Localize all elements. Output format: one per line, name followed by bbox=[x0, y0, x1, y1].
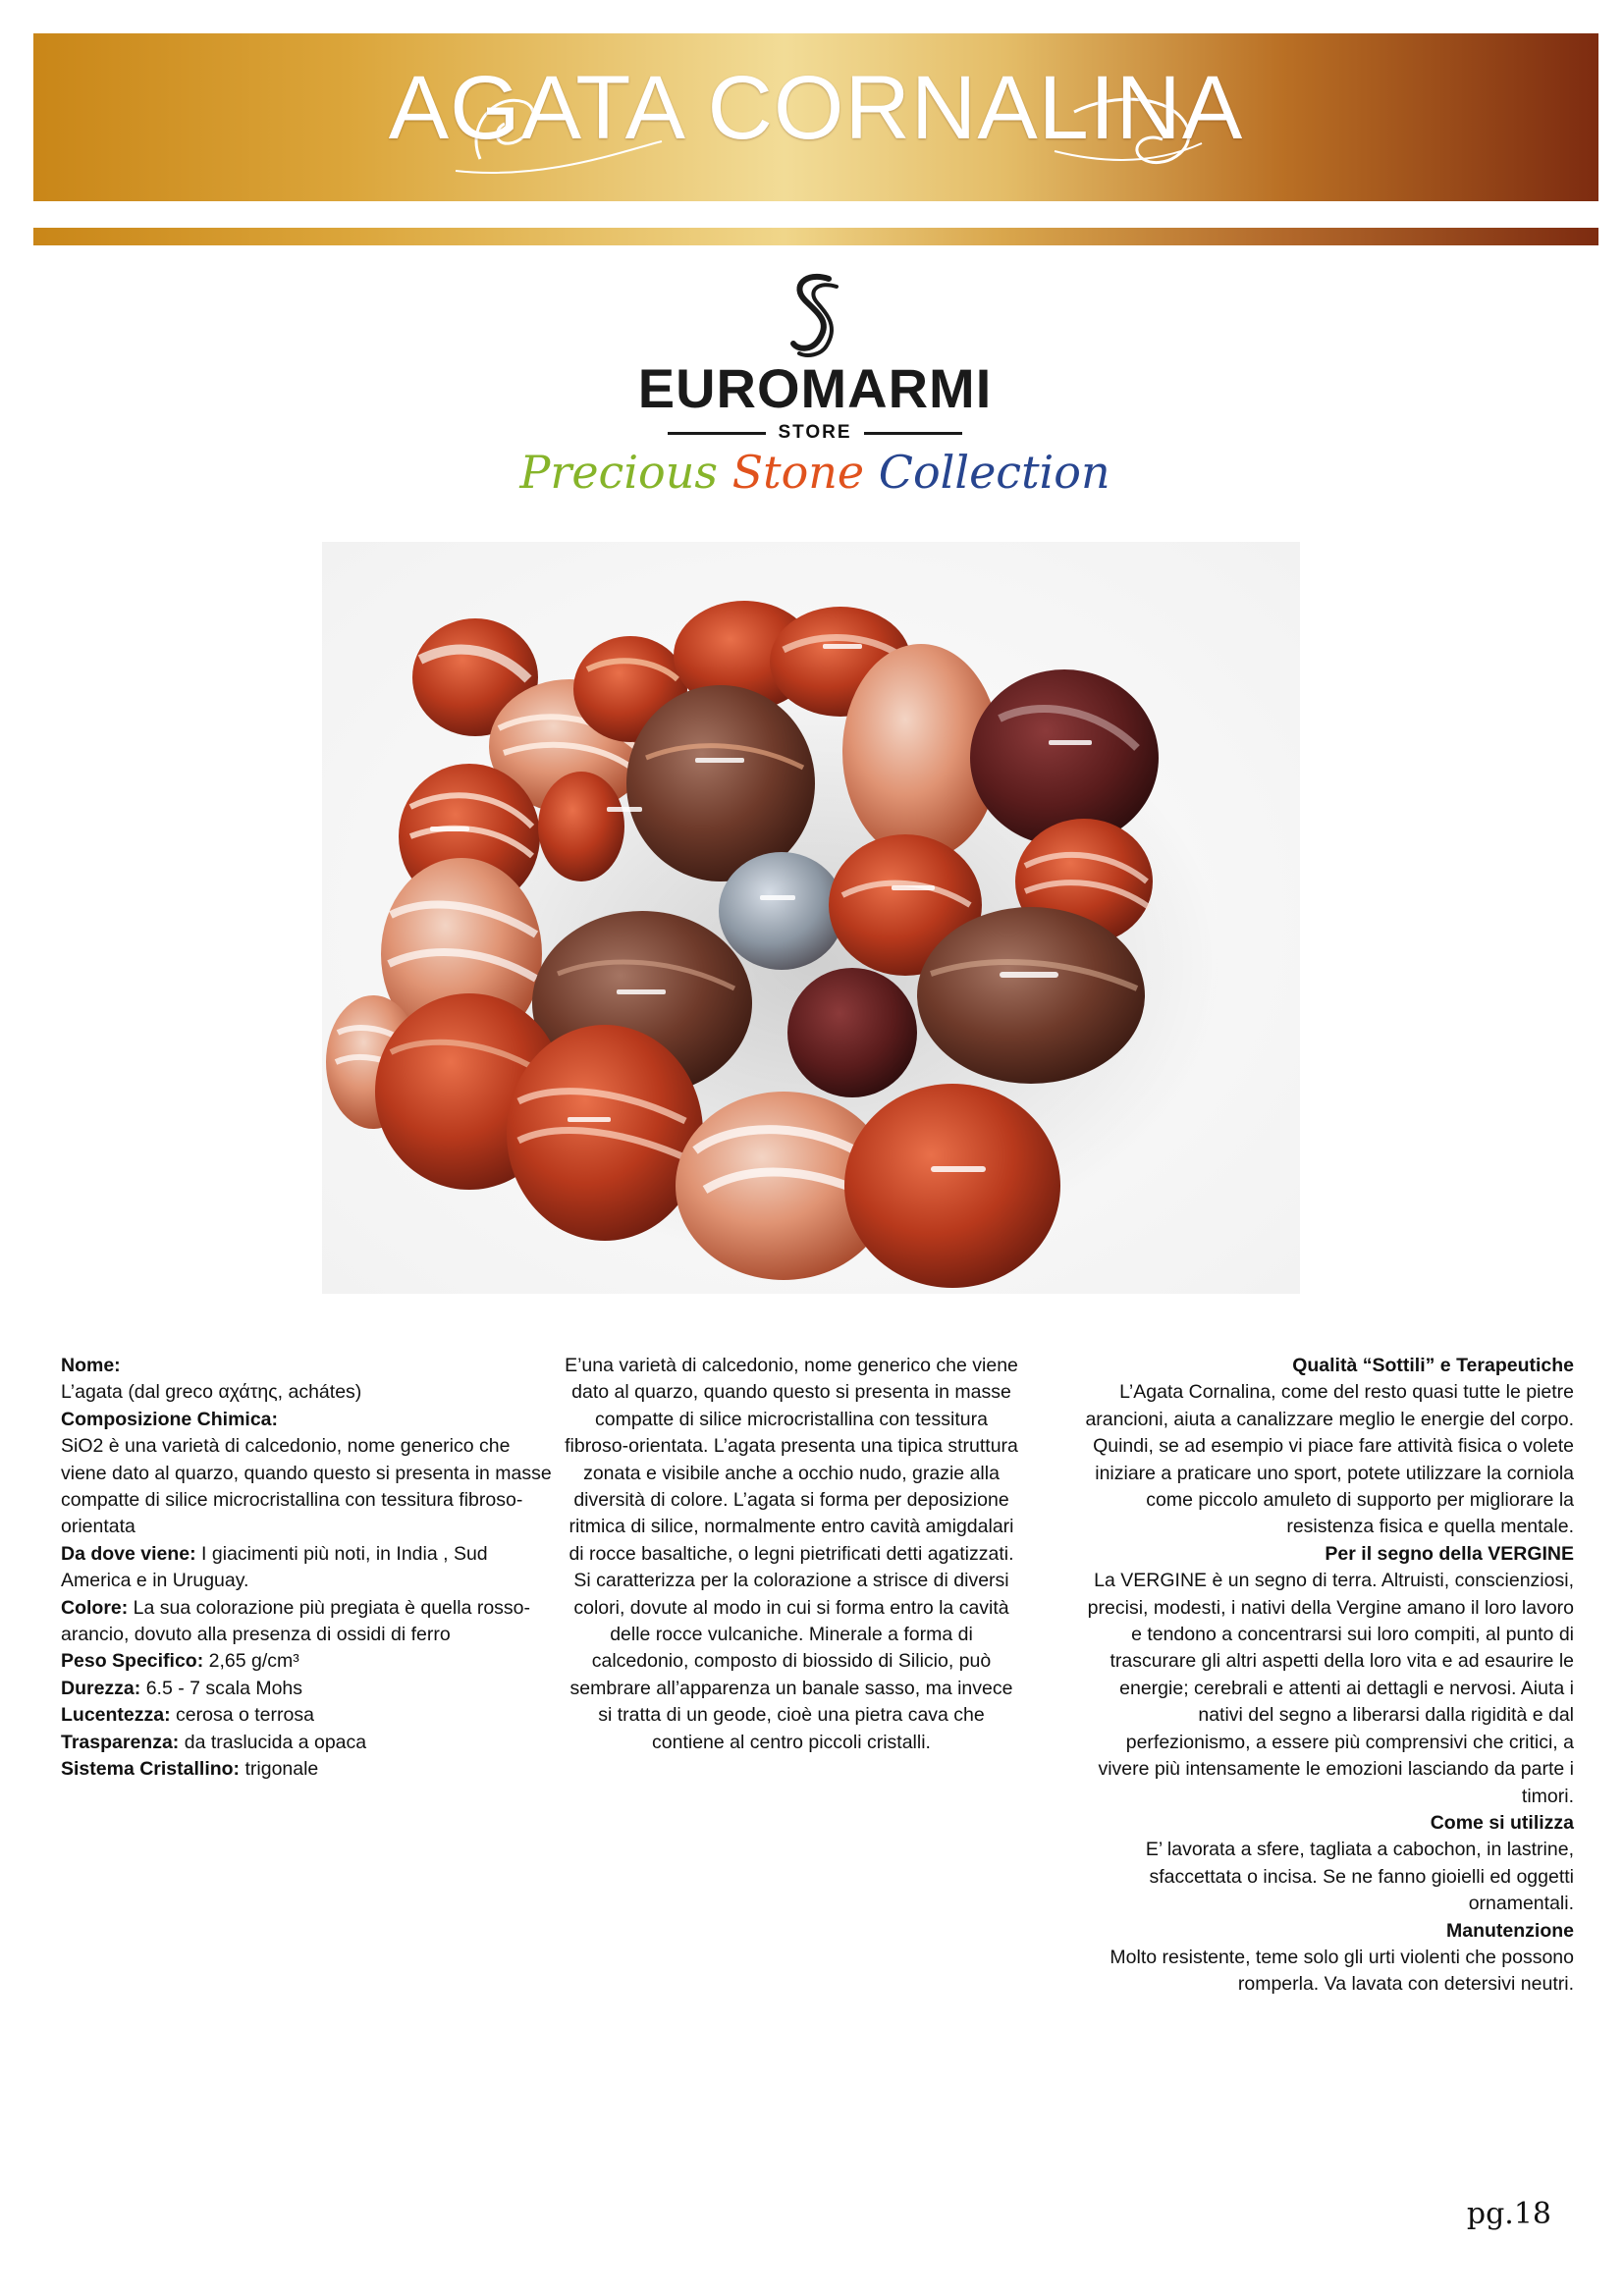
durezza-value: 6.5 - 7 scala Mohs bbox=[140, 1677, 303, 1699]
logo-store-text: STORE bbox=[778, 422, 852, 443]
segno-text: La VERGINE è un segno di terra. Altruisti, conscienziosi, precisi, modesti, i nativi della Vergine amano il loro lavoro e tendono a concentrarsi sui loro compiti, al punto di trascurare gli altri aspetti della loro vita e ad esaurire le energie; cerebrali e attenti ai dettagli e nervosi. Aiuta i nativi del segno a liberarsi dalla rigidità e dal perfezionismo, a essere più comprensivi che critici, a vivere più intensamente le emozioni lasciando da parte i timori. bbox=[1087, 1570, 1574, 1807]
sistema-label: Sistema Cristallino: bbox=[61, 1758, 241, 1781]
peso-row bbox=[61, 1648, 552, 1675]
qualita-heading: Qualità “Sottili” e Terapeutiche bbox=[1292, 1355, 1574, 1376]
uso-text: E’ lavorata a sfere, tagliata a cabochon, in lastrine, sfaccettata o incisa. Se ne fanno gioielli ed oggetti ornamentali. bbox=[1145, 1839, 1574, 1915]
sistema-row bbox=[61, 1756, 552, 1783]
nome-value: L’agata (dal greco αχάτης, achátes) bbox=[61, 1381, 362, 1404]
description-text: E’una varietà di calcedonio, nome generico che viene dato al quarzo, quando questo si presenta in masse compatte di silice microcristallina con tessitura fibroso-orientata. L’agata presenta una tipica struttura zonata e visibile anche a occhio nudo, grazie alla diversità di colore. L’agata si forma per deposizione ritmica di silice, normalmente entro cavità amigdalari di rocce basaltiche, o legni pietrificati detti agatizzati. Si caratterizza per la colorazione a strisce di diversi colori, dovute al modo in cui si forma entro la cavità delle rocce vulcaniche. Minerale a forma di calcedonio, composto di biossido di Silicio, può sembrare all’apparenza un banale sasso, ma invece si tratta di un geode, cioè una pietra cava che contiene al centro piccoli cristalli. bbox=[565, 1355, 1018, 1753]
title-underline-rule bbox=[33, 228, 1598, 245]
manutenzione-text: Molto resistente, teme solo gli urti violenti che possono romperla. Va lavata con detersivi neutri. bbox=[1110, 1946, 1574, 1996]
durezza-label: Durezza: bbox=[61, 1677, 141, 1699]
tagline-word-precious: Precious bbox=[519, 446, 718, 499]
composizione-label: Composizione Chimica: bbox=[61, 1408, 279, 1430]
description-column bbox=[565, 1353, 1018, 1756]
trasparenza-label: Trasparenza: bbox=[61, 1731, 180, 1753]
page-title: AGATA CORNALINA bbox=[388, 58, 1244, 158]
tagline-word-collection: Collection bbox=[878, 446, 1110, 499]
provenienza-label: Da dove viene: bbox=[61, 1542, 196, 1565]
logo-brand-text: EUROMARMI bbox=[637, 357, 993, 419]
trasparenza-value: da traslucida a opaca bbox=[179, 1731, 367, 1753]
agate-stones-illustration bbox=[322, 542, 1300, 1294]
segno-heading: Per il segno della VERGINE bbox=[1325, 1542, 1574, 1565]
lucentezza-row bbox=[61, 1702, 552, 1729]
logo-rule-right bbox=[864, 432, 962, 435]
stylized-s-logo-icon bbox=[785, 271, 844, 359]
uso-heading: Come si utilizza bbox=[1430, 1811, 1574, 1834]
trasparenza-row bbox=[61, 1730, 552, 1756]
colore-row bbox=[61, 1595, 552, 1649]
composizione-value: SiO2 è una varietà di calcedonio, nome generico che viene dato al quarzo, quando questo si presenta in masse compatte di silice microcristallina con tessitura fibroso-orientata bbox=[61, 1435, 552, 1538]
title-banner bbox=[33, 33, 1598, 201]
collection-tagline bbox=[511, 446, 1119, 499]
page-number: pg.18 bbox=[1466, 2197, 1551, 2231]
durezza-row bbox=[61, 1676, 552, 1702]
provenienza-row bbox=[61, 1541, 552, 1595]
agate-stones-photo bbox=[322, 542, 1300, 1294]
nome-label: Nome: bbox=[61, 1355, 121, 1376]
provenienza-value: I giacimenti più noti, in India , Sud America e in Uruguay. bbox=[61, 1542, 488, 1592]
euromarmi-logo bbox=[628, 265, 1001, 442]
lucentezza-value: cerosa o terrosa bbox=[170, 1704, 314, 1727]
qualita-text: L’Agata Cornalina, come del resto quasi tutte le pietre arancioni, aiuta a canalizzare meglio le energie del corpo. Quindi, se ad esempio vi piace fare attività fisica o volete iniziare a praticare uno sport, potete utilizzare la corniola come piccolo amuleto di supporto per migliorare la resistenza fisica e quella mentale. bbox=[1085, 1381, 1574, 1538]
peso-label: Peso Specifico: bbox=[61, 1650, 204, 1673]
colore-value: La sua colorazione più pregiata è quella rosso-arancio, dovuto alla presenza di ossidi di ferro bbox=[61, 1596, 531, 1646]
colore-label: Colore: bbox=[61, 1596, 129, 1619]
lucentezza-label: Lucentezza: bbox=[61, 1704, 171, 1727]
logo-store-row bbox=[668, 422, 962, 444]
tagline-word-stone: Stone bbox=[731, 446, 865, 499]
qualities-column bbox=[1080, 1353, 1574, 1999]
manutenzione-heading: Manutenzione bbox=[1446, 1919, 1574, 1942]
sistema-value: trigonale bbox=[240, 1758, 319, 1781]
properties-column bbox=[61, 1353, 552, 1784]
peso-value: 2,65 g/cm³ bbox=[203, 1650, 299, 1673]
